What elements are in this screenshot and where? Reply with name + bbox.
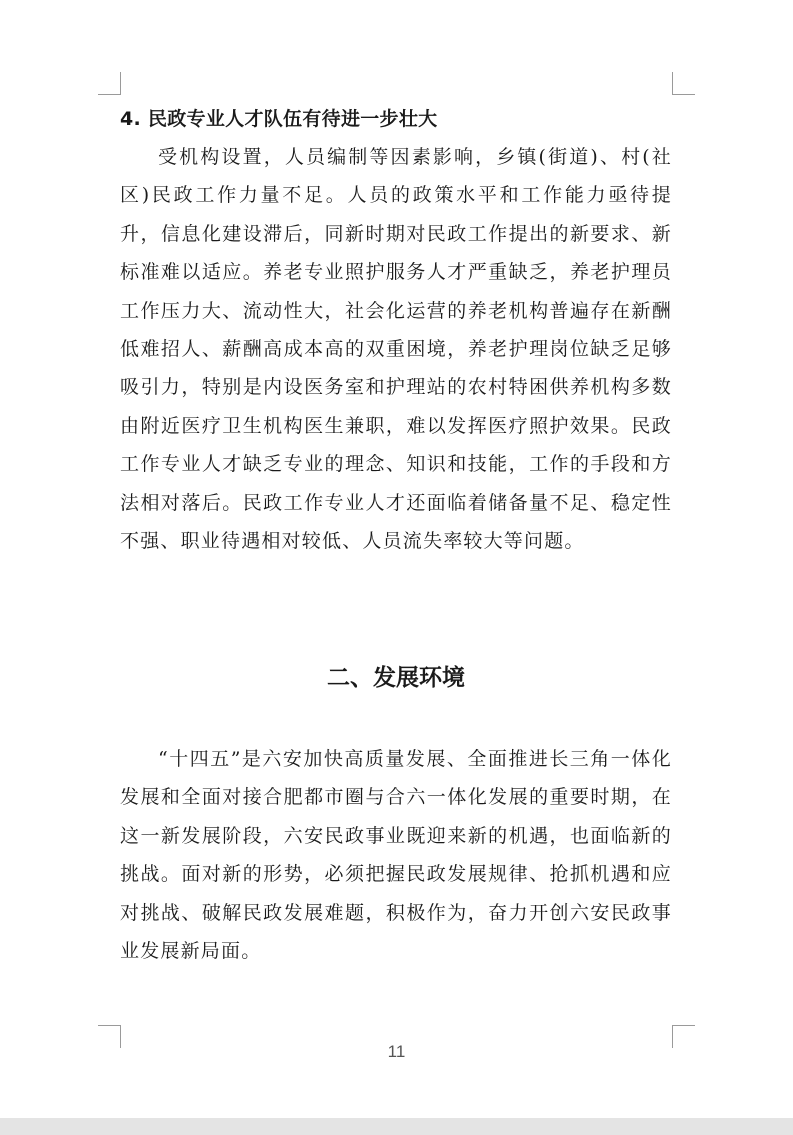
section-4-heading: 4. 民政专业人才队伍有待进一步壮大 [120, 108, 438, 130]
page-number: 11 [387, 1042, 406, 1061]
section-2-paragraph: “十四五”是六安加快高质量发展、全面推进长三角一体化发展和全面对接合肥都市圈与合六一体化发展的重要时期，在这一新发展阶段，六安民政事业既迎来新的机遇，也面临新的挑战。面对新的形势，必须把握民政发展规律、抢抓机遇和应对挑战、破解民政发展难题，积极作为，奋力开创六安民政事业发展新局面。 [120, 748, 672, 963]
crop-mark-top-right [672, 72, 695, 95]
section-4-paragraph: 受机构设置，人员编制等因素影响，乡镇(街道)、村(社区)民政工作力量不足。人员的政策水平和工作能力亟待提升，信息化建设滞后，同新时期对民政工作提出的新要求、新标准难以适应。养老专业照护服务人才严重缺乏，养老护理员工作压力大、流动性大，社会化运营的养老机构普遍存在新酬低难招人、薪酬高成本高的双重困境，养老护理岗位缺乏足够吸引力，特别是内设医务室和护理站的农村特困供养机构多数由附近医疗卫生机构医生兼职，难以发挥医疗照护效果。民政工作专业人才缺乏专业的理念、知识和技能，工作的手段和方法相对落后。民政工作专业人才还面临着储备量不足、稳定性不强、职业待遇相对较低、人员流失率较大等问题。 [120, 146, 672, 553]
viewer-bottom-bar [0, 1118, 793, 1135]
section-2-title: 二、发展环境 [327, 665, 465, 691]
crop-mark-top-left [98, 72, 121, 95]
section-2-block [120, 740, 672, 970]
section-4-block [120, 100, 672, 560]
